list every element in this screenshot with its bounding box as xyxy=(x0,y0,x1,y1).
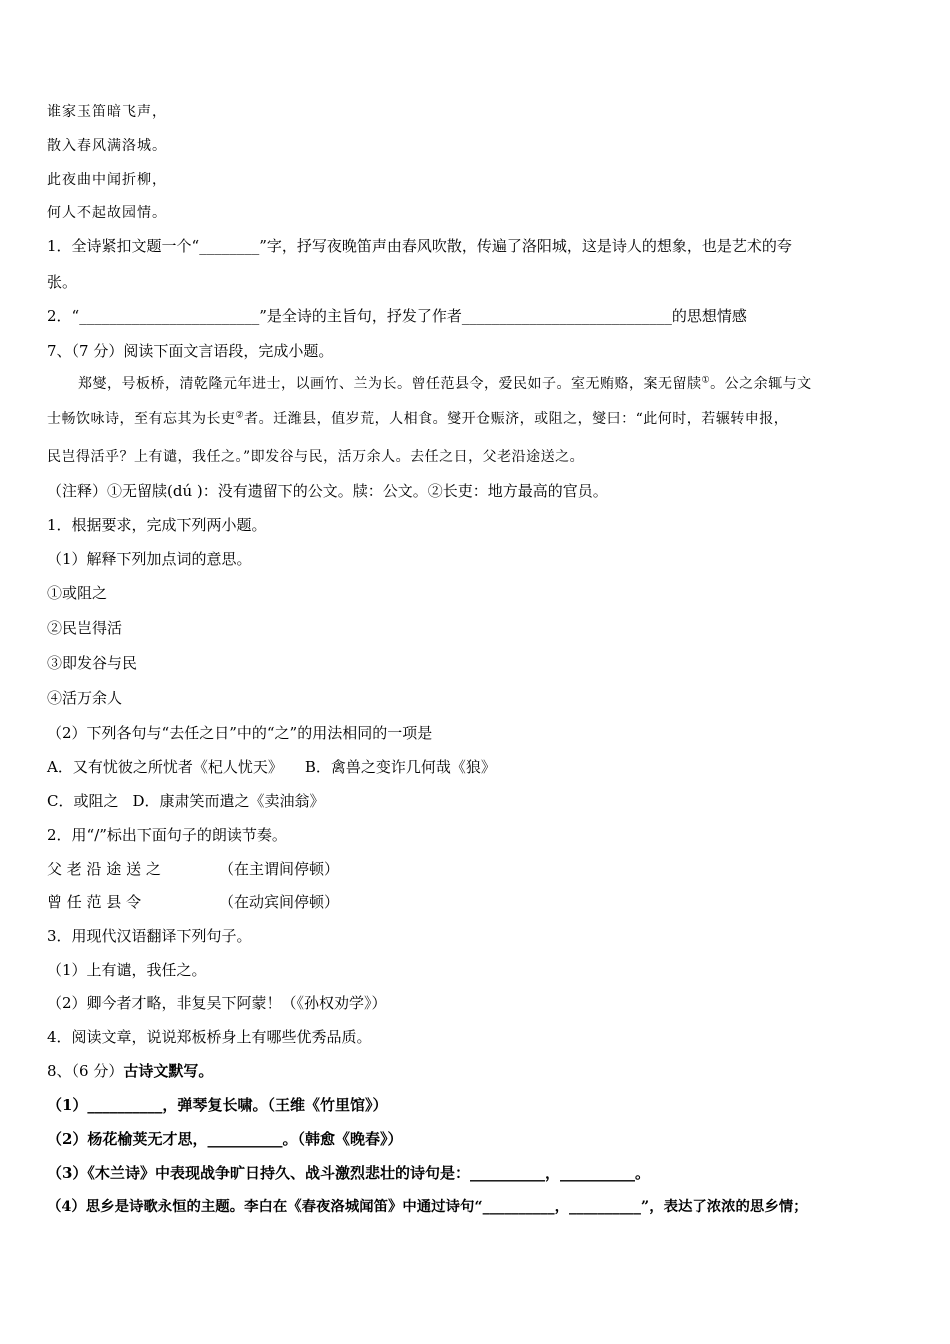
q6-item1-line2: 张。 xyxy=(47,273,78,291)
q7-subq3: 3．用现代汉语翻译下列句子。 xyxy=(47,927,252,945)
rhythm-hint: （在主谓间停顿） xyxy=(219,860,340,878)
poem-line-1: 谁家玉笛暗飞声， xyxy=(47,104,167,120)
q8-line-2: （2）杨花榆荚无才思，__________。（韩愈《晚春》） xyxy=(47,1130,403,1148)
q7-rhythm-1 xyxy=(47,859,339,879)
q7-subq3-2: （2）卿今者才略，非复吴下阿蒙！（《孙权劝学》） xyxy=(47,994,387,1012)
poem-line-3: 此夜曲中闻折柳， xyxy=(47,172,167,188)
q7-title: 7、（7 分）阅读下面文言语段，完成小题。 xyxy=(47,342,334,360)
q8-title xyxy=(47,1061,213,1081)
q7-word-1: ①或阻之 xyxy=(47,584,108,602)
q7-options-ab xyxy=(47,757,496,777)
q8-line-4: （4）思乡是诗歌永恒的主题。李白在《春夜洛城闻笛》中通过诗句“__________，__________”，表达了浓浓的思乡情； xyxy=(47,1198,808,1215)
q7-note: （注释）①无留牍(dú )：没有遗留下的公文。牍：公文。②长吏：地方最高的官员。 xyxy=(47,482,608,500)
q8-title-bold: 古诗文默写。 xyxy=(123,1062,214,1080)
q7-subq1-2: （2）下列各句与“去任之日”中的“之”的用法相同的一项是 xyxy=(47,724,433,742)
footnote-marker: ① xyxy=(701,375,711,386)
rhythm-sentence: 曾 任 范 县 令 xyxy=(47,893,142,911)
q7-subq4: 4．阅读文章，说说郑板桥身上有哪些优秀品质。 xyxy=(47,1028,372,1046)
option-c: C．或阻之 xyxy=(47,792,119,810)
q7-subq1-1: （1）解释下列加点词的意思。 xyxy=(47,550,252,568)
q8-title-prefix: 8、（6 分） xyxy=(47,1062,124,1080)
q7-passage-text: 。公之余辄与文 xyxy=(710,376,812,392)
q7-subq1: 1．根据要求，完成下列两小题。 xyxy=(47,516,267,534)
option-d: D．康肃笑而遣之《卖油翁》 xyxy=(132,792,325,810)
q8-line-3: （3）《木兰诗》中表现战争旷日持久、战斗激烈悲壮的诗句是：__________，__________。 xyxy=(47,1164,650,1182)
q7-passage-text: 士畅饮咏诗，至有忘其为长吏 xyxy=(47,411,236,427)
q7-word-3: ③即发谷与民 xyxy=(47,654,138,672)
q7-passage-line3: 民岂得活乎？上有谴，我任之。”即发谷与民，活万余人。去任之日，父老沿途送之。 xyxy=(47,449,585,465)
rhythm-sentence: 父 老 沿 途 送 之 xyxy=(47,860,161,878)
rhythm-hint: （在动宾间停顿） xyxy=(219,893,340,911)
q7-options-cd xyxy=(47,791,325,811)
poem-line-2: 散入春风满洛城。 xyxy=(47,138,167,154)
option-b: B．禽兽之变诈几何哉《狼》 xyxy=(304,758,496,776)
q7-passage-text: 郑燮，号板桥，清乾隆元年进士，以画竹、兰为长。曾任范县令，爱民如子。室无贿赂，案无留牍 xyxy=(78,376,702,392)
q7-word-4: ④活万余人 xyxy=(47,689,123,707)
q7-passage-line2 xyxy=(47,409,788,429)
poem-line-4: 何人不起故园情。 xyxy=(47,205,167,221)
q8-line-1: （1）__________，弹琴复长啸。（王维《竹里馆》） xyxy=(47,1096,388,1114)
option-a: A．又有忧彼之所忧者《杞人忧天》 xyxy=(47,758,283,776)
q7-subq3-1: （1）上有谴，我任之。 xyxy=(47,961,207,979)
footnote-marker: ② xyxy=(235,410,245,421)
q7-passage-line1 xyxy=(78,374,812,394)
q7-rhythm-2 xyxy=(47,892,339,912)
q6-item2: 2．“________________________”是全诗的主旨句，抒发了作者____________________________的思想情感 xyxy=(47,307,747,325)
q7-word-2: ②民岂得活 xyxy=(47,619,123,637)
q7-passage-text: 者。迁潍县，值岁荒，人相食。燮开仓赈济，或阻之，燮曰：“此何时，若辗转申报， xyxy=(244,411,789,427)
q6-item1-line1: 1．全诗紧扣文题一个“________”字，抒写夜晚笛声由春风吹散，传遍了洛阳城，这是诗人的想象，也是艺术的夸 xyxy=(47,237,792,255)
q7-subq2: 2．用“/”标出下面句子的朗读节奏。 xyxy=(47,826,287,844)
